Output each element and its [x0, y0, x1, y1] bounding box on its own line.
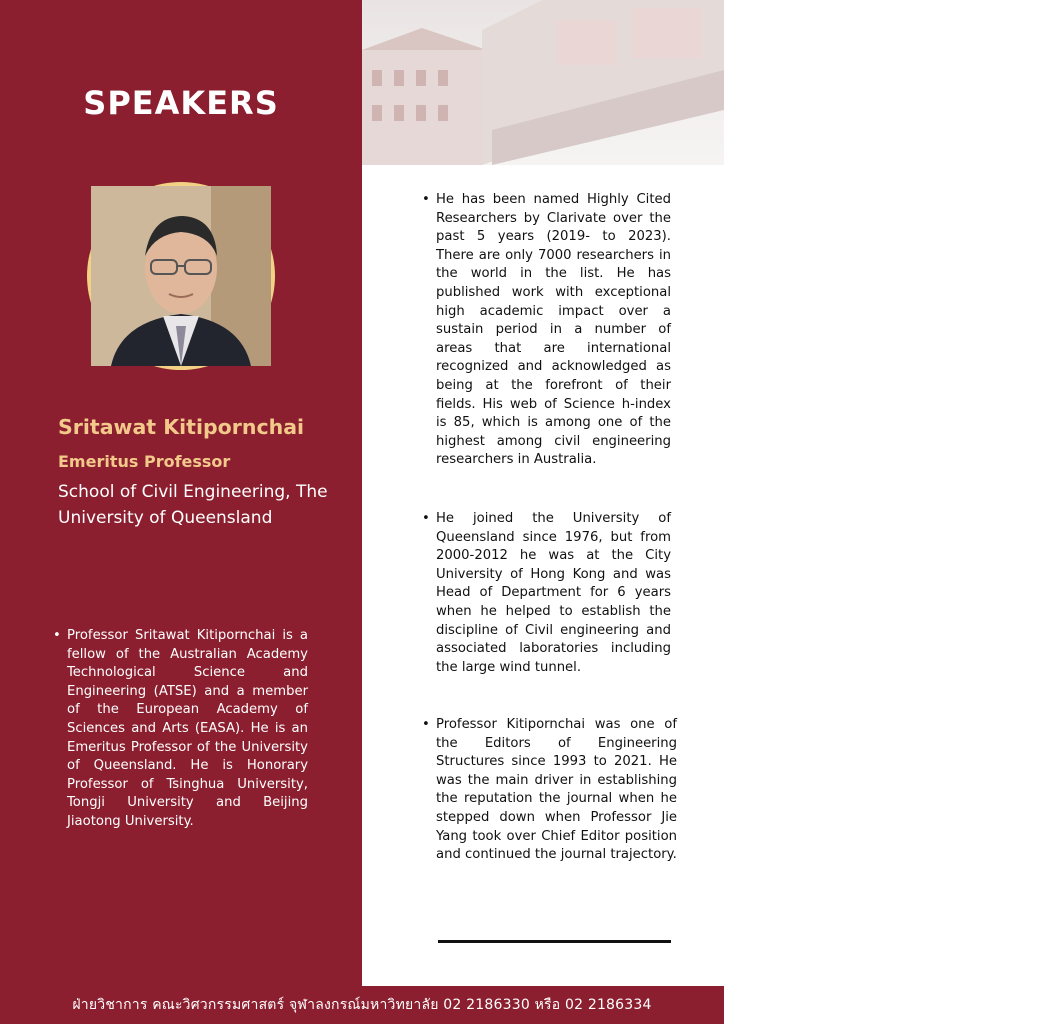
- bullet-dot-icon: •: [53, 628, 61, 643]
- speaker-affiliation: School of Civil Engineering, The University of Queensland: [58, 482, 328, 528]
- bio-bullet-fellowships: [53, 627, 308, 832]
- bullet-dot-icon: •: [422, 511, 430, 526]
- building-photo: [362, 0, 1045, 165]
- speaker-photo-frame: [87, 182, 275, 370]
- page-title: SPEAKERS: [83, 84, 279, 122]
- building-sign-text: CHULA ENGINEERING: [847, 72, 1045, 141]
- bullet-text: He has been named Highly Cited Researchers by Clarivate over the past 5 years (2019- to 2023). There are only 7000 researchers in the world in the list. He has published work with exceptional high academic impact over a sustain period in a number of areas that are international recognized and acknowledged as being at the forefront of their fields. His web of Science h-index is 85, which is among one of the highest among civil engineering researchers in Australia.: [436, 192, 671, 468]
- bullet-dot-icon: •: [422, 192, 430, 207]
- bio-bullet-editorship: [422, 716, 677, 865]
- bullet-text: Professor Sritawat Kitipornchai is a fellow of the Australian Academy Technological Science and Engineering (ATSE) and a member of the European Academy of Sciences and Arts (EASA). He is an Emeritus Professor of the University of Queensland. He is Honorary Professor of Tsinghua University, Tongji University and Beijing Jiaotong University.: [67, 628, 308, 829]
- bullet-text: Professor Kitipornchai was one of the Editors of Engineering Structures since 1993 to 2021. He was the main driver in establishing the reputation the journal when he stepped down when Professor Jie Yang took over Chief Editor position and continued the journal trajectory.: [436, 717, 677, 863]
- footer-contact: ฝ่ายวิชาการ คณะวิศวกรรมศาสตร์ จุฬาลงกรณ์มหาวิทยาลัย 02 2186330 หรือ 02 2186334: [0, 986, 724, 1024]
- speaker-portrait: [91, 186, 271, 366]
- bullet-dot-icon: •: [422, 717, 430, 732]
- bio-bullet-career: [422, 510, 671, 677]
- bio-bullet-citations: [422, 191, 671, 470]
- divider-line: [438, 940, 671, 943]
- bullet-text: He joined the University of Queensland since 1976, but from 2000-2012 he was at the City University of Hong Kong and was Head of Department for 6 years when he helped to establish the discipline of Civil engineering and associated laboratories including the large wind tunnel.: [436, 511, 671, 675]
- speaker-name: Sritawat Kitipornchai: [58, 415, 305, 439]
- building-illustration: [362, 0, 724, 165]
- speaker-role: Emeritus Professor: [58, 452, 231, 471]
- portrait-illustration: [91, 186, 271, 366]
